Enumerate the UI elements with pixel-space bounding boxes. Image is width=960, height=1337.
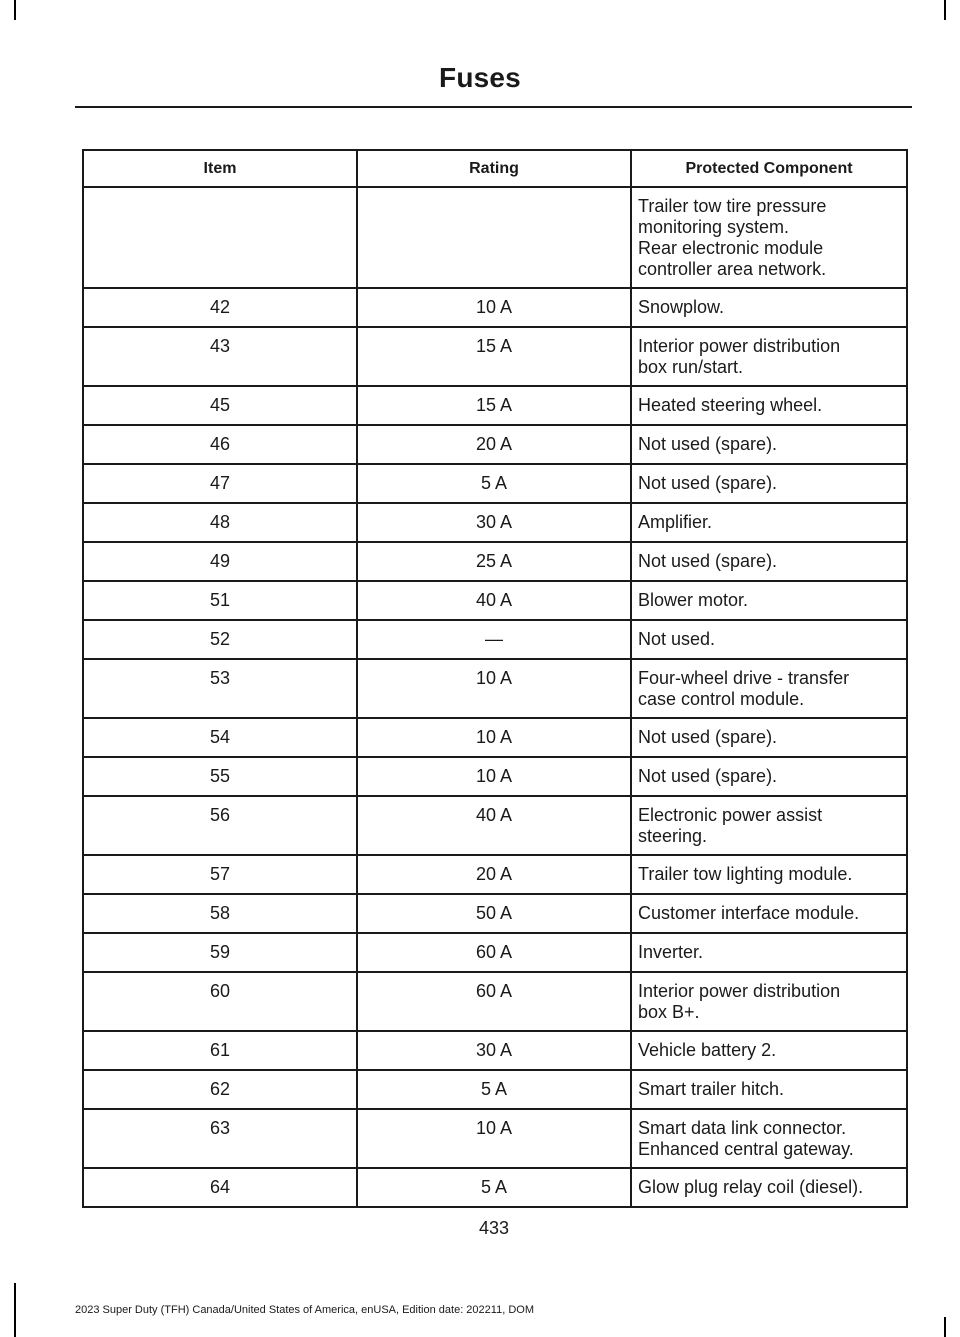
- fuse-table: [82, 149, 908, 1208]
- protected-component-line: Blower motor.: [638, 590, 749, 610]
- page-number: 433: [478, 1218, 510, 1238]
- fuse-item-number: 51: [83, 581, 357, 620]
- protected-component: [631, 718, 907, 757]
- table-header-row: [83, 150, 907, 187]
- table-row: [83, 894, 907, 933]
- column-header-protected-component: Protected Component: [631, 150, 907, 187]
- column-header-rating: Rating: [357, 150, 631, 187]
- protected-component-line: Enhanced central gateway.: [638, 1139, 854, 1159]
- footer-edition-info: 2023 Super Duty (TFH) Canada/United States of America, enUSA, Edition date: 202211, DOM: [75, 1304, 534, 1316]
- table-row: [83, 187, 907, 288]
- crop-mark-top-right: [944, 0, 946, 20]
- protected-component: [631, 386, 907, 425]
- crop-mark-top-left: [14, 0, 16, 20]
- table-row: [83, 718, 907, 757]
- title-divider: [75, 106, 912, 108]
- protected-component-line: steering.: [638, 826, 708, 846]
- fuse-rating: 10 A: [357, 659, 631, 718]
- protected-component: [631, 464, 907, 503]
- table-row: [83, 503, 907, 542]
- protected-component: [631, 1109, 907, 1168]
- fuse-item-number: 52: [83, 620, 357, 659]
- fuse-rating: 15 A: [357, 327, 631, 386]
- fuse-item-number: 63: [83, 1109, 357, 1168]
- protected-component-line: Not used (spare).: [638, 473, 778, 493]
- protected-component-line: Not used (spare).: [638, 766, 778, 786]
- table-row: [83, 1109, 907, 1168]
- table-row: [83, 972, 907, 1031]
- protected-component-line: Heated steering wheel.: [638, 395, 823, 415]
- table-row: [83, 464, 907, 503]
- crop-mark-bottom-left: [14, 1283, 16, 1337]
- protected-component-line: Smart data link connector.: [638, 1118, 847, 1138]
- crop-mark-bottom-right: [944, 1317, 946, 1337]
- table-row: [83, 933, 907, 972]
- table-row: [83, 757, 907, 796]
- table-row: [83, 581, 907, 620]
- protected-component: [631, 933, 907, 972]
- protected-component-line: box run/start.: [638, 357, 744, 377]
- fuse-item-number: 47: [83, 464, 357, 503]
- protected-component-line: Not used.: [638, 629, 716, 649]
- protected-component: [631, 288, 907, 327]
- fuse-rating: 5 A: [357, 1070, 631, 1109]
- fuse-rating: 40 A: [357, 796, 631, 855]
- protected-component: [631, 425, 907, 464]
- fuse-item-number: 60: [83, 972, 357, 1031]
- table-row: [83, 386, 907, 425]
- fuse-table-body: [83, 187, 907, 1207]
- protected-component-line: Trailer tow tire pressure: [638, 196, 827, 216]
- protected-component: [631, 1168, 907, 1207]
- protected-component-line: Customer interface module.: [638, 903, 860, 923]
- protected-component: [631, 855, 907, 894]
- protected-component: [631, 894, 907, 933]
- fuse-item-number: 59: [83, 933, 357, 972]
- protected-component-line: controller area network.: [638, 259, 827, 279]
- fuse-item-number: 48: [83, 503, 357, 542]
- fuse-item-number: 54: [83, 718, 357, 757]
- table-row: [83, 542, 907, 581]
- fuse-rating: —: [357, 620, 631, 659]
- protected-component-line: Inverter.: [638, 942, 704, 962]
- fuse-rating: 10 A: [357, 288, 631, 327]
- fuse-item-number: 57: [83, 855, 357, 894]
- protected-component: [631, 1031, 907, 1070]
- fuse-rating: 20 A: [357, 425, 631, 464]
- table-row: [83, 855, 907, 894]
- page-title: Fuses: [439, 62, 521, 93]
- fuse-item-number: 45: [83, 386, 357, 425]
- fuse-rating: 5 A: [357, 1168, 631, 1207]
- protected-component-line: Vehicle battery 2.: [638, 1040, 777, 1060]
- protected-component: [631, 187, 907, 288]
- fuse-item-number: 55: [83, 757, 357, 796]
- table-row: [83, 425, 907, 464]
- protected-component: [631, 796, 907, 855]
- fuse-rating: 60 A: [357, 933, 631, 972]
- fuse-item-number: 46: [83, 425, 357, 464]
- fuse-rating: 30 A: [357, 503, 631, 542]
- protected-component-line: Rear electronic module: [638, 238, 824, 258]
- table-row: [83, 620, 907, 659]
- table-row: [83, 659, 907, 718]
- table-row: [83, 796, 907, 855]
- fuse-rating: 25 A: [357, 542, 631, 581]
- protected-component-line: Amplifier.: [638, 512, 713, 532]
- protected-component-line: Not used (spare).: [638, 551, 778, 571]
- fuse-item-number: 61: [83, 1031, 357, 1070]
- fuse-rating: 5 A: [357, 464, 631, 503]
- table-row: [83, 1070, 907, 1109]
- protected-component-line: Electronic power assist: [638, 805, 823, 825]
- fuse-item-number: 49: [83, 542, 357, 581]
- fuse-item-number: 62: [83, 1070, 357, 1109]
- fuse-item-number: 43: [83, 327, 357, 386]
- table-row: [83, 1168, 907, 1207]
- protected-component: [631, 757, 907, 796]
- protected-component-line: Four-wheel drive - transfer: [638, 668, 850, 688]
- protected-component: [631, 327, 907, 386]
- table-row: [83, 327, 907, 386]
- fuse-item-number: 53: [83, 659, 357, 718]
- protected-component-line: monitoring system.: [638, 217, 790, 237]
- protected-component-line: Interior power distribution: [638, 981, 841, 1001]
- protected-component-line: Glow plug relay coil (diesel).: [638, 1177, 864, 1197]
- fuse-item-number: 56: [83, 796, 357, 855]
- fuse-item-number: 42: [83, 288, 357, 327]
- table-row: [83, 288, 907, 327]
- fuse-rating: 20 A: [357, 855, 631, 894]
- protected-component-line: Snowplow.: [638, 297, 725, 317]
- protected-component-line: Not used (spare).: [638, 434, 778, 454]
- protected-component-line: case control module.: [638, 689, 805, 709]
- fuse-rating: 15 A: [357, 386, 631, 425]
- protected-component: [631, 659, 907, 718]
- table-row: [83, 1031, 907, 1070]
- fuse-rating: [357, 187, 631, 288]
- protected-component-line: Not used (spare).: [638, 727, 778, 747]
- protected-component: [631, 972, 907, 1031]
- fuse-item-number: 58: [83, 894, 357, 933]
- protected-component: [631, 542, 907, 581]
- fuse-rating: 10 A: [357, 757, 631, 796]
- fuse-rating: 10 A: [357, 718, 631, 757]
- fuse-rating: 50 A: [357, 894, 631, 933]
- protected-component-line: Smart trailer hitch.: [638, 1079, 785, 1099]
- protected-component: [631, 581, 907, 620]
- column-header-item: Item: [83, 150, 357, 187]
- fuse-item-number: [83, 187, 357, 288]
- protected-component-line: Interior power distribution: [638, 336, 841, 356]
- fuse-rating: 40 A: [357, 581, 631, 620]
- fuse-rating: 60 A: [357, 972, 631, 1031]
- protected-component: [631, 1070, 907, 1109]
- protected-component-line: box B+.: [638, 1002, 700, 1022]
- fuse-rating: 30 A: [357, 1031, 631, 1070]
- protected-component: [631, 503, 907, 542]
- fuse-item-number: 64: [83, 1168, 357, 1207]
- fuse-rating: 10 A: [357, 1109, 631, 1168]
- protected-component-line: Trailer tow lighting module.: [638, 864, 853, 884]
- protected-component: [631, 620, 907, 659]
